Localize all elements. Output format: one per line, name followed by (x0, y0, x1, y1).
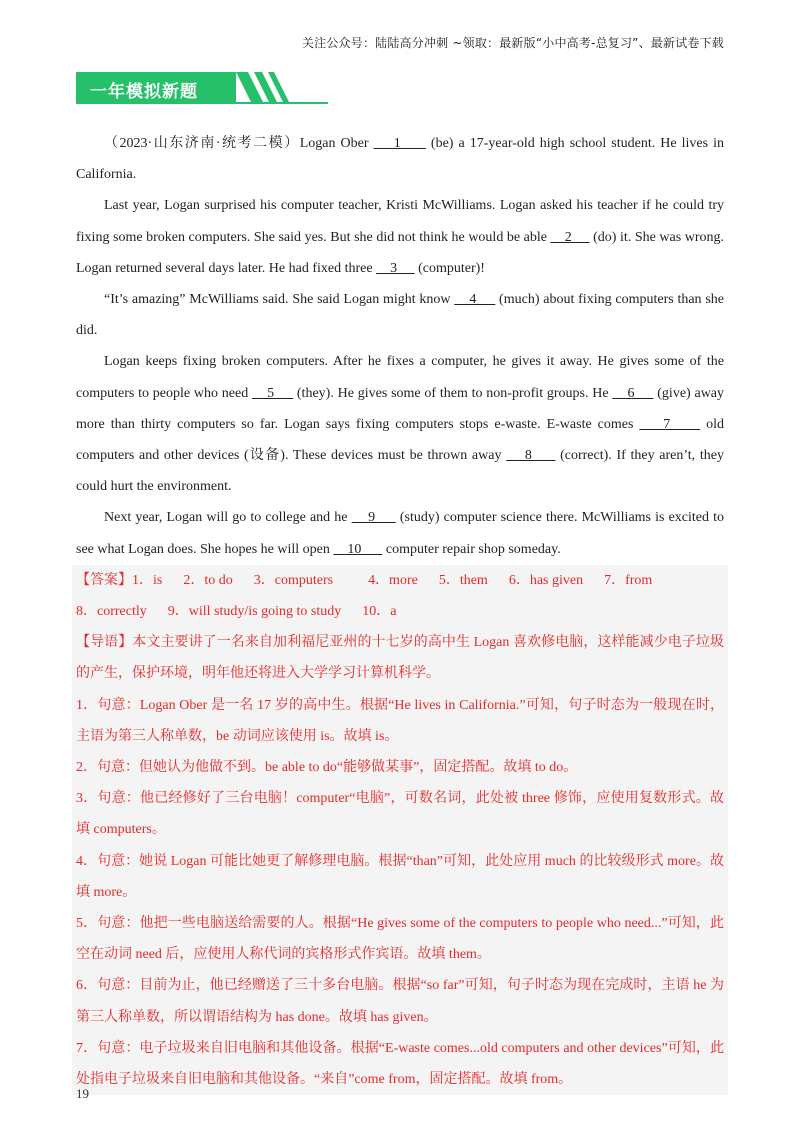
guide-label: 【导语】 (76, 635, 133, 651)
explanation-6: 6．句意：目前为止，他已经赠送了三十多台电脑。根据“so far”可知，句子时态为现在完成时，主语 he 为第三人称单数，所以谓语结构为 has done。故填 has given。 (76, 978, 724, 1025)
blank-3: 3 (376, 260, 415, 276)
answer-item: 4．more (368, 572, 418, 588)
answer-label: 【答案】 (76, 572, 132, 588)
answer-item: 3．computers (253, 572, 334, 588)
answer-section (72, 565, 728, 1095)
explanation-5: 5．句意：他把一些电脑送给需要的人。根据“He gives some of the computers to people who need...”可知，此空在动词 need 后，应使用人称代词的宾格形式作宾语。故填 them。 (76, 916, 724, 963)
answer-row (76, 565, 724, 627)
section-title: 一年模拟新题 (90, 82, 198, 102)
passage-paragraph-1: （2023·山东济南·统考二模）Logan Ober 1 (be) a 17-year-old high school student. He lives in California. (76, 136, 724, 183)
answer-item: 7．from (604, 572, 653, 588)
passage-source: （2023·山东济南·统考二模） (104, 136, 300, 151)
blank-1: 1 (373, 136, 426, 151)
blank-7: 7 (639, 416, 701, 432)
blank-4: 4 (454, 292, 496, 308)
explanation-7: 7．句意：电子垃圾来自旧电脑和其他设备。根据“E-waste comes...old computers and other devices”可知，此处指电子垃圾来自旧电脑和其他设备。“来自”come from，固定搭配。故填 from。 (76, 1040, 724, 1088)
page-number: 19 (76, 1086, 89, 1101)
blank-2: 2 (550, 229, 590, 245)
explanation-1: 1．句意：Logan Ober 是一名 17 岁的高中生。根据“He lives in California.”可知，句子时态为一般现在时，主语为第三人称单数，be 动词应该使用 is。故填 is。 (76, 697, 724, 744)
page-header: 关注公众号：陆陆高分冲刺 ~领取：最新版“小中高考-总复习”、最新试卷下载 (301, 36, 724, 50)
answer-item: 6．has given (508, 572, 584, 588)
answer-item: 9．will study/is going to study (167, 604, 342, 620)
passage-paragraph-5: Next year, Logan will go to college and he 9 (study) computer science there. McWilliams is excited to see what Logan does. She hopes he will open 10 computer repair shop someday. (76, 510, 725, 557)
guide-paragraph: 【导语】本文主要讲了一名来自加利福尼亚州的十七岁的高中生 Logan 喜欢修电脑，这样能减少电子垃圾的产生，保护环境，明年他还将进入大学学习计算机科学。 (76, 635, 725, 682)
blank-6: 6 (612, 385, 654, 401)
section-banner (76, 72, 328, 104)
banner-underline (76, 102, 328, 104)
blank-8: 8 (506, 448, 556, 464)
page-content (76, 128, 724, 1095)
passage-paragraph-4: Logan keeps fixing broken computers. After he fixes a computer, he gives it away. He gives some of the computers to people who need 5 (they). He gives some of them to non-profit groups. He 6 (give) away more than thirty computers so far. Logan says fixing computers stops e-waste. E-waste comes 7 old computers and other devices (设备). These devices must be thrown away 8 (correct). If they aren’t, they could hurt the environment. (76, 354, 725, 495)
answer-item: 2．to do (183, 572, 233, 588)
explanation-3: 3．句意：他已经修好了三台电脑！computer“电脑”，可数名词，此处被 three 修饰，应使用复数形式。故填 computers。 (76, 791, 724, 838)
explanation-2: 2．句意：但她认为他做不到。be able to do“能够做某事”，固定搭配。故填 to do。 (76, 760, 578, 776)
blank-10: 10 (333, 541, 383, 557)
blank-9: 9 (351, 510, 396, 526)
passage-paragraph-2: Last year, Logan surprised his computer teacher, Kristi McWilliams. Logan asked his teacher if he could try fixing some broken computers. She said yes. But she did not think he would be able 2 (do) it. She was wrong. Logan returned several days later. He had fixed three 3 (computer)! (76, 198, 725, 276)
answer-item: 10．a (362, 604, 397, 620)
banner-stripes (226, 72, 336, 104)
answer-item: 1．is (132, 572, 163, 588)
answer-item: 8．correctly (76, 604, 147, 620)
answer-item: 5．them (438, 572, 488, 588)
explanation-4: 4．句意：她说 Logan 可能比她更了解修理电脑。根据“than”可知，此处应用 much 的比较级形式 more。故填 more。 (76, 853, 724, 900)
passage-paragraph-3: “It’s amazing” McWilliams said. She said Logan might know 4 (much) about fixing computers than she did. (76, 292, 724, 339)
blank-5: 5 (252, 385, 294, 401)
